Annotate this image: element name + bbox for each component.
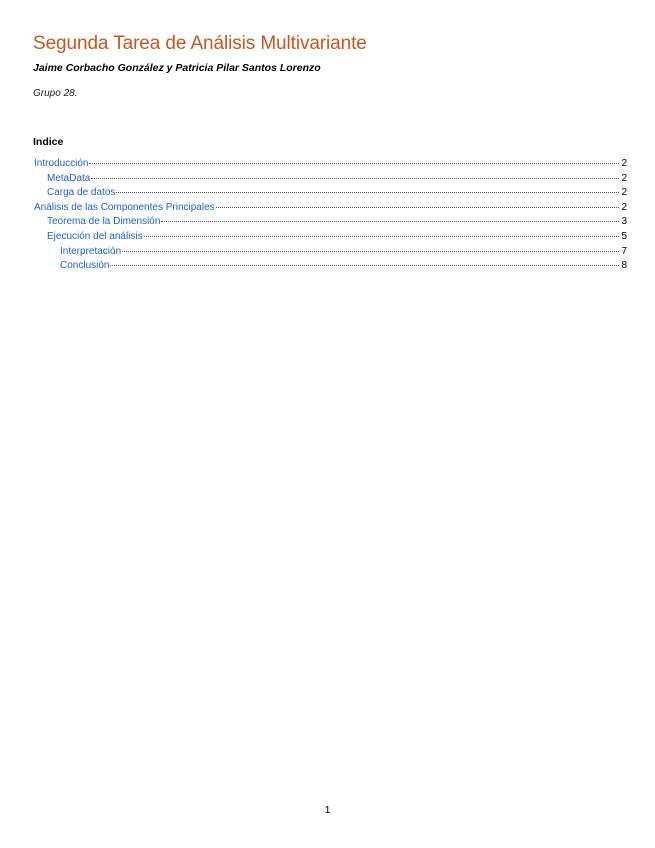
toc-entry-page: 8 xyxy=(621,260,627,272)
page-number: 1 xyxy=(324,804,331,816)
toc-entry-conclusion[interactable] xyxy=(34,259,627,274)
toc-dot-leader xyxy=(161,221,619,222)
toc-entry-label[interactable]: Teorema de la Dimensión xyxy=(47,216,161,228)
toc-entry-introduccion[interactable] xyxy=(34,157,627,172)
toc-entry-label[interactable]: Introducción xyxy=(34,158,89,169)
toc-dot-leader xyxy=(144,236,620,237)
toc-entry-carga-de-datos[interactable] xyxy=(34,186,627,201)
toc-entry-page: 7 xyxy=(621,245,627,257)
toc-entry-label[interactable]: Carga de datos xyxy=(47,187,116,199)
toc-entry-page: 5 xyxy=(621,230,627,242)
toc-entry-page: 2 xyxy=(621,201,627,213)
toc-entry-interpretacion[interactable] xyxy=(34,245,627,260)
table-of-contents xyxy=(34,157,627,274)
toc-entry-label[interactable]: MetaData xyxy=(47,172,91,184)
toc-entry-label[interactable]: Interpretación xyxy=(60,245,122,257)
document-authors: Jaime Corbacho González y Patricia Pilar Santos Lorenzo xyxy=(33,62,321,74)
toc-entry-page: 2 xyxy=(621,172,627,184)
toc-entry-analisis-componentes[interactable] xyxy=(34,201,627,216)
toc-dot-leader xyxy=(122,251,619,252)
toc-entry-label[interactable]: Conclusión xyxy=(60,260,110,272)
toc-dot-leader xyxy=(89,163,619,164)
toc-entry-ejecucion-analisis[interactable] xyxy=(34,230,627,245)
toc-heading: Indice xyxy=(33,136,64,148)
toc-entry-teorema-dimension[interactable] xyxy=(34,215,627,230)
toc-entry-page: 3 xyxy=(621,216,627,228)
toc-dot-leader xyxy=(116,192,619,193)
toc-dot-leader xyxy=(110,265,619,266)
document-title: Segunda Tarea de Análisis Multivariante xyxy=(33,33,367,54)
toc-entry-page: 2 xyxy=(621,187,627,199)
toc-dot-leader xyxy=(91,178,619,179)
document-group: Grupo 28. xyxy=(33,88,78,99)
toc-entry-label[interactable]: Ejecución del análisis xyxy=(47,230,143,242)
toc-dot-leader xyxy=(216,207,620,208)
toc-entry-label[interactable]: Análisis de las Componentes Principales xyxy=(34,201,215,213)
toc-entry-metadata[interactable] xyxy=(34,172,627,187)
toc-entry-page: 2 xyxy=(621,158,627,169)
